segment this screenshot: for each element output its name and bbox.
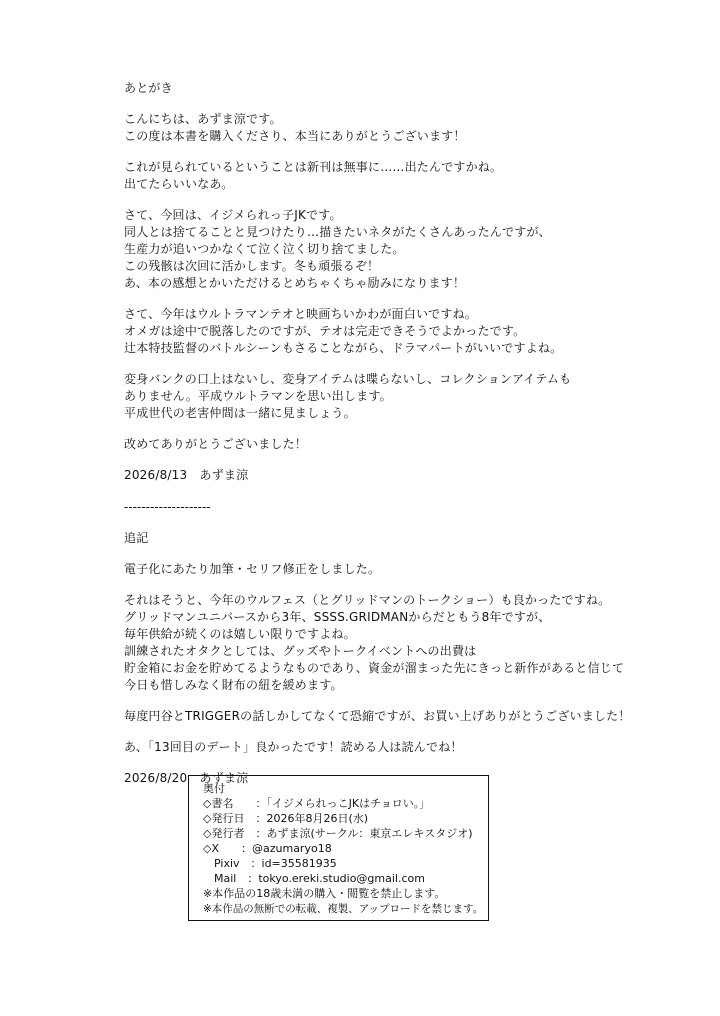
colophon-mail-line: Mail ：tokyo.ereki.studio@gmail.com <box>203 872 425 885</box>
postscript-line: グリッドマンユニバースから3年、SSSS.GRIDMANからだともう8年ですが、 <box>124 610 551 624</box>
henshin-line: 平成世代の老害仲間は一緒に見ましょう。 <box>124 406 356 420</box>
postscript-line: 貯金箱にお金を貯めてるようなものであり、資金が溜まった先にきっと新作があると信じて <box>124 661 625 675</box>
colophon-title-line: ◇書名 ：「イジメられっこJKはチョロい。」 <box>203 797 431 810</box>
this-year-line: オメガは途中で脱落したのですが、テオは完走できそうでよかったです。 <box>124 324 526 338</box>
thanks-line: 改めてありがとうございました！ <box>124 437 308 451</box>
this-time-line: さて、今回は、イジメられっ子JKです。 <box>124 208 342 222</box>
new-release-line: 出てたらいいなあ。 <box>124 177 234 191</box>
this-time-line: 同人とは捨てることと見つけたり…描きたいネタがたくさんあったんですが、 <box>124 225 551 239</box>
colophon-title: 奥付 <box>203 782 225 795</box>
this-time-line: この残骸は次回に活かします。冬も頑張るぞ！ <box>124 259 380 273</box>
section-divider: -------------------- <box>124 500 211 514</box>
this-year-line: さて、今年はウルトラマンテオと映画ちいかわが面白いですね。 <box>124 307 477 321</box>
afterword-heading: あとがき <box>124 81 173 95</box>
postscript-heading: 追記 <box>124 531 149 545</box>
postscript-line: それはそうと、今年のウルフェス（とグリッドマンのトークショー）も良かったですね。 <box>124 593 611 607</box>
this-time-line: 生産力が追いつかなくて泣く泣く切り捨てました。 <box>124 242 405 256</box>
afterword-signature: 2026/8/13 あずま涼 <box>124 468 249 482</box>
digitization-note: 電子化にあたり加筆・セリフ修正をしました。 <box>124 562 381 576</box>
recommend-line: あ、「13回目のデート」良かったです！読める人は読んでね！ <box>124 740 463 754</box>
this-year-line: 辻本特技監督のバトルシーンもさることながら、ドラマパートがいいですよね。 <box>124 341 563 355</box>
colophon-publisher-line: ◇発行者 ：あずま涼(サークル：東京エレキスタジオ) <box>203 827 473 840</box>
colophon-pixiv-line: Pixiv ：id=35581935 <box>203 857 337 870</box>
postscript-line: 訓練されたオタクとしては、グッズやトークイベントへの出費は <box>124 644 477 658</box>
greeting-line: この度は本書を購入くださり、本当にありがとうございます！ <box>124 129 466 143</box>
henshin-line: 変身バンクの口上はないし、変身アイテムは喋らないし、コレクションアイテムも <box>124 372 572 386</box>
greeting-line: こんにちは、あずま涼です。 <box>124 112 282 126</box>
colophon-copyright-notice: ※本作品の無断での転載、複製、アップロードを禁じます。 <box>203 903 484 915</box>
postscript-signature: 2026/8/20 あずま涼 <box>124 771 249 785</box>
postscript-line: 今日も惜しみなく財布の紐を緩めます。 <box>124 678 343 692</box>
henshin-line: ありません。平成ウルトラマンを思い出します。 <box>124 389 392 403</box>
this-time-line: あ、本の感想とかいただけるとめちゃくちゃ励みになります！ <box>124 276 466 290</box>
apology-line: 毎度円谷とTRIGGERの話しかしてなくて恐縮ですが、お買い上げありがとうございました！ <box>124 709 631 723</box>
new-release-line: これが見られているということは新刊は無事に……出たんですかね。 <box>124 160 503 174</box>
colophon-box <box>188 775 489 921</box>
colophon-age-notice: ※本作品の18歳未満の購入・閲覧を禁止します。 <box>203 887 446 900</box>
colophon-date-line: ◇発行日 ：2026年8月26日(水) <box>203 812 369 825</box>
colophon-x-line: ◇X ：@azumaryo18 <box>203 842 332 855</box>
postscript-line: 毎年供給が続くのは嬉しい限りですよね。 <box>124 627 356 641</box>
